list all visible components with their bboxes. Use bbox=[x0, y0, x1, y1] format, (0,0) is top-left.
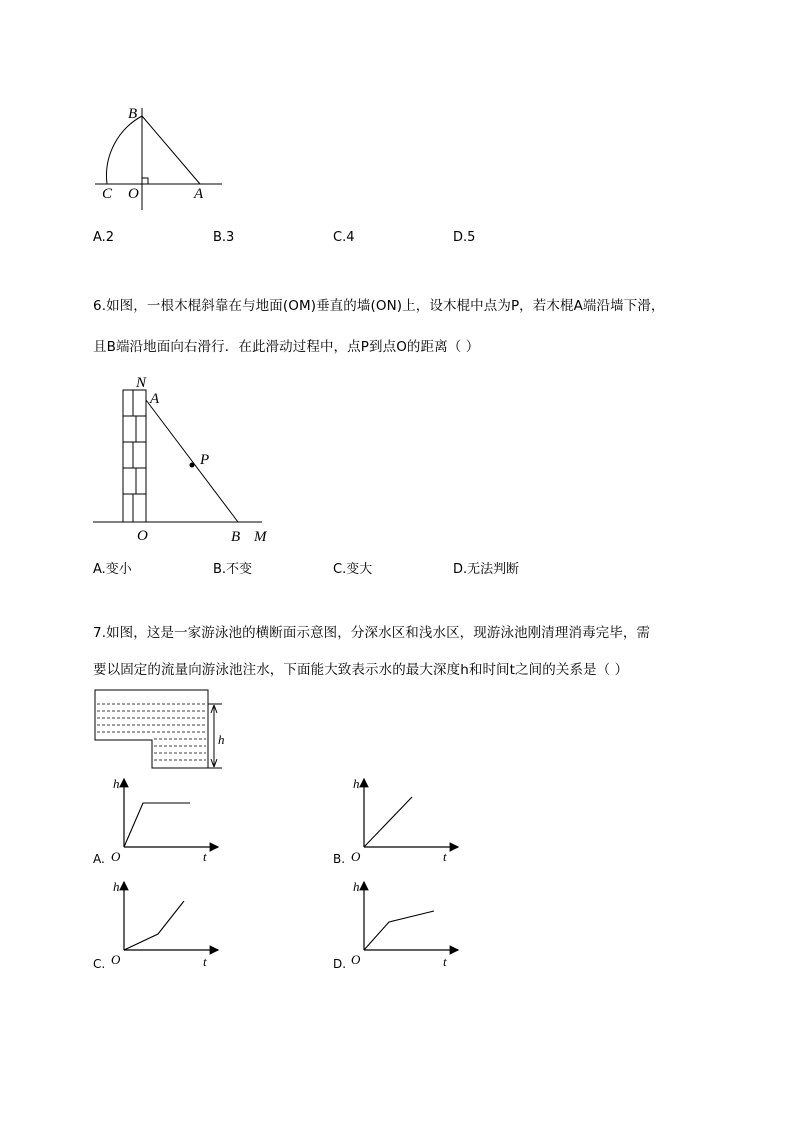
q5-hypotenuse-ab bbox=[142, 116, 200, 184]
q6-option-a: A.变小 bbox=[93, 562, 132, 577]
graph-d-label-t: t bbox=[443, 954, 447, 969]
q7-text-line-2: 要以固定的流量向游泳池注水，下面能大致表示水的最大深度h和时间t之间的关系是（ ） bbox=[93, 662, 629, 678]
q7-pool-outline bbox=[95, 690, 208, 768]
q7-text-line-1: 7.如图，这是一家游泳池的横断面示意图，分深水区和浅水区，现游泳池刚清理消毒完毕，需 bbox=[93, 625, 651, 641]
q7-option-d: D. bbox=[333, 957, 347, 971]
q6-midpoint-p bbox=[190, 463, 195, 468]
q7-pool-label-h: h bbox=[218, 732, 225, 747]
q6-text-line-1: 6.如图，一根木棍斜靠在与地面(OM)垂直的墙(ON)上，设木棍中点为P，若木棍A端沿墙下滑， bbox=[93, 298, 665, 314]
q6-figure bbox=[0, 360, 794, 560]
graph-c-curve bbox=[124, 901, 184, 950]
q5-right-angle-mark bbox=[142, 178, 148, 184]
q6-brick-wall bbox=[123, 390, 146, 522]
graph-b-curve bbox=[364, 797, 412, 847]
q7-graph-c bbox=[100, 878, 230, 973]
q5-option-b: B.3 bbox=[213, 230, 235, 245]
q5-label-o: O bbox=[128, 186, 139, 202]
q6-label-m: M bbox=[254, 529, 267, 545]
graph-b-label-t: t bbox=[443, 849, 447, 864]
graph-a-label-o: O bbox=[111, 849, 121, 864]
q6-text-line-2: 且B端沿地面向右滑行．在此滑动过程中，点P到点O的距离（ ） bbox=[93, 339, 480, 355]
q6-label-n: N bbox=[136, 375, 147, 391]
graph-c-label-h: h bbox=[113, 879, 120, 894]
graph-d-label-h: h bbox=[353, 879, 360, 894]
q7-option-c: C. bbox=[93, 957, 106, 971]
q6-stick-ab bbox=[146, 400, 238, 522]
q5-option-c: C.4 bbox=[333, 230, 355, 245]
q6-option-c: C.变大 bbox=[333, 562, 373, 577]
graph-d-label-o: O bbox=[351, 952, 361, 967]
graph-c-label-o: O bbox=[111, 952, 121, 967]
q7-option-a: A. bbox=[93, 852, 105, 866]
q7-graph-d bbox=[340, 878, 470, 973]
graph-d-curve bbox=[364, 911, 434, 950]
q6-label-b: B bbox=[231, 529, 241, 545]
graph-b-label-h: h bbox=[353, 776, 360, 791]
q5-option-a: A.2 bbox=[93, 230, 115, 245]
q7-graph-a bbox=[100, 775, 230, 870]
q6-label-o: O bbox=[137, 528, 148, 544]
q7-pool-figure bbox=[0, 686, 794, 776]
q6-label-p: P bbox=[200, 452, 210, 468]
q5-option-d: D.5 bbox=[453, 230, 476, 245]
q7-option-b: B. bbox=[333, 852, 346, 866]
q6-label-a: A bbox=[150, 391, 160, 407]
q5-label-c: C bbox=[102, 186, 113, 202]
graph-c-label-t: t bbox=[203, 954, 207, 969]
q5-label-a: A bbox=[194, 186, 204, 202]
q6-option-b: B.不变 bbox=[213, 562, 253, 577]
graph-b-label-o: O bbox=[351, 849, 361, 864]
q5-label-b: B bbox=[128, 106, 138, 122]
q6-option-d: D.无法判断 bbox=[453, 562, 520, 577]
q7-graph-b bbox=[340, 775, 470, 870]
graph-a-label-t: t bbox=[203, 849, 207, 864]
q5-figure bbox=[0, 0, 794, 220]
graph-a-curve bbox=[124, 803, 190, 847]
q5-arc-bc bbox=[106, 116, 142, 184]
graph-a-label-h: h bbox=[113, 776, 120, 791]
